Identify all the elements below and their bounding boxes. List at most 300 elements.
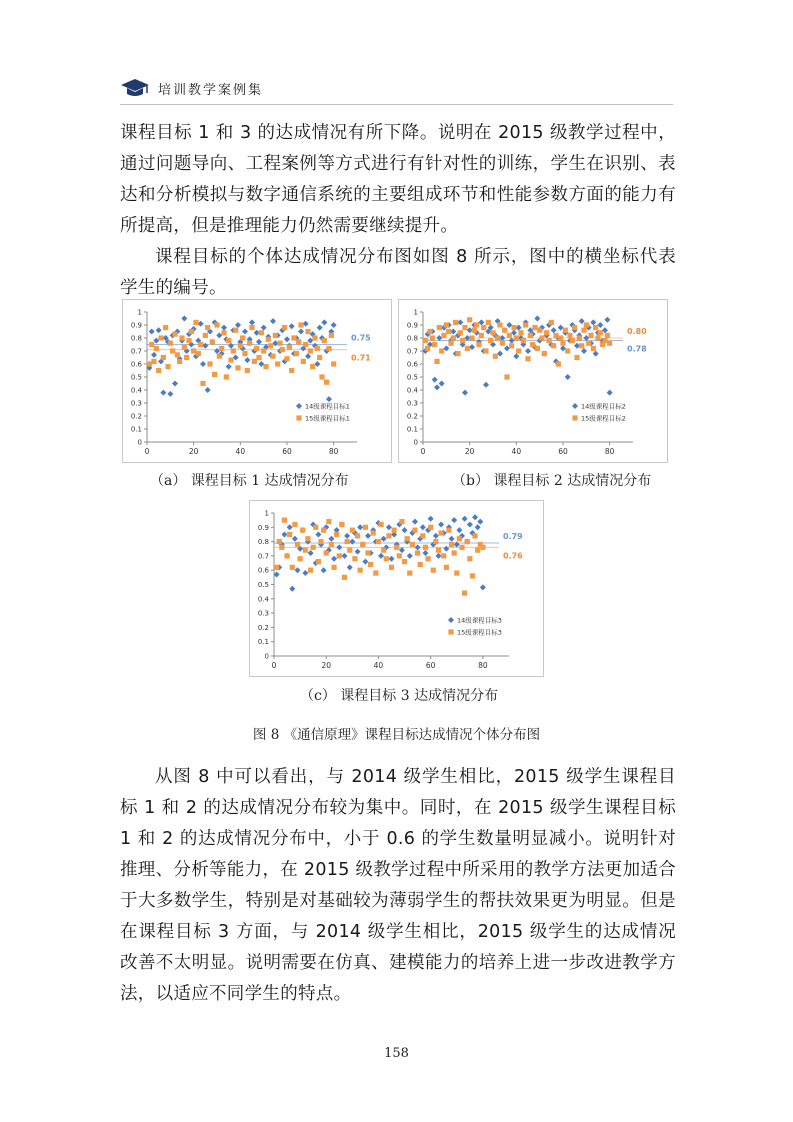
data-point <box>270 318 276 324</box>
data-point <box>360 542 365 547</box>
data-point <box>302 570 308 576</box>
y-tick-label: 0.8 <box>406 334 418 343</box>
data-point <box>604 317 610 323</box>
data-point <box>432 342 437 347</box>
data-point <box>344 533 350 539</box>
y-tick-label: 0.9 <box>257 523 269 532</box>
data-point <box>284 336 290 342</box>
y-tick-label: 0.1 <box>406 425 418 434</box>
data-point <box>407 553 413 559</box>
average-label: 0.75 <box>351 333 371 343</box>
data-point <box>433 533 439 539</box>
data-point <box>449 536 455 542</box>
data-point <box>590 319 596 325</box>
chart-svg <box>123 300 391 462</box>
y-tick-label: 0.6 <box>130 360 142 369</box>
series-2014 <box>146 316 336 403</box>
data-point <box>384 556 389 561</box>
average-label: 0.80 <box>627 327 647 336</box>
data-point <box>433 539 438 544</box>
data-point <box>513 353 519 359</box>
data-point <box>451 335 456 340</box>
data-point <box>392 528 397 533</box>
data-point <box>337 553 342 558</box>
data-point <box>331 556 337 562</box>
y-tick-label: 0 <box>264 652 269 661</box>
data-point <box>365 533 371 539</box>
data-point <box>459 545 464 550</box>
data-point <box>231 348 236 353</box>
data-point <box>574 355 579 360</box>
data-point <box>221 330 226 335</box>
data-point <box>546 338 551 343</box>
legend-marker <box>296 415 301 420</box>
data-point <box>467 521 473 527</box>
data-point <box>462 390 468 396</box>
data-point <box>274 571 280 577</box>
caption-c: （c） 课程目标 3 达成情况分布 <box>300 688 499 704</box>
data-point <box>363 525 368 530</box>
data-point <box>203 333 208 338</box>
data-point <box>245 368 250 373</box>
data-point <box>329 333 334 338</box>
data-point <box>488 338 493 343</box>
data-point <box>534 316 540 322</box>
data-point <box>342 575 347 580</box>
x-tick-label: 20 <box>321 661 331 670</box>
data-point <box>427 329 432 334</box>
data-point <box>563 328 568 333</box>
data-point <box>312 335 317 340</box>
legend-label: 15级课程目标3 <box>457 628 502 637</box>
data-point <box>373 570 378 575</box>
data-point <box>156 368 161 373</box>
data-point <box>415 550 420 555</box>
legend-label: 14级课程目标2 <box>581 402 626 411</box>
data-point <box>233 328 238 333</box>
data-point <box>289 323 295 329</box>
x-tick-label: 0 <box>144 447 150 456</box>
data-point <box>518 330 523 335</box>
data-point <box>294 351 299 356</box>
chart-goal2 <box>398 299 668 463</box>
data-point <box>158 335 163 340</box>
data-point <box>598 330 603 335</box>
data-point <box>558 335 563 340</box>
data-point <box>405 536 410 541</box>
data-point <box>147 361 152 366</box>
data-point <box>483 348 488 353</box>
data-point <box>428 525 433 530</box>
data-point <box>410 542 415 547</box>
data-point <box>469 335 474 340</box>
legend-marker <box>296 403 302 409</box>
data-point <box>305 536 310 541</box>
data-point <box>317 355 322 360</box>
data-point <box>570 338 575 343</box>
data-point <box>282 518 287 523</box>
data-point <box>607 341 612 346</box>
data-point <box>480 545 485 550</box>
data-point <box>439 381 445 387</box>
data-point <box>586 341 591 346</box>
data-point <box>254 346 259 351</box>
y-tick-label: 0.9 <box>130 321 142 330</box>
data-point <box>457 536 462 541</box>
data-point <box>316 559 321 564</box>
data-point <box>322 338 327 343</box>
chart-svg <box>250 501 543 676</box>
figure-title: 图 8 《通信原理》课程目标达成情况个体分布图 <box>252 727 541 743</box>
data-point <box>572 325 577 330</box>
data-point <box>584 322 589 327</box>
y-tick-label: 0.5 <box>257 581 269 589</box>
data-point <box>452 550 457 555</box>
data-point <box>205 387 211 393</box>
x-tick-label: 20 <box>188 447 199 456</box>
series-2015 <box>147 320 337 386</box>
data-point <box>453 320 458 325</box>
data-point <box>261 325 267 331</box>
data-point <box>607 390 613 396</box>
data-point <box>428 516 434 522</box>
data-point <box>454 541 460 547</box>
data-point <box>475 548 480 553</box>
data-point <box>305 353 311 359</box>
data-point <box>525 348 531 354</box>
y-tick-label: 1 <box>264 509 269 518</box>
data-point <box>326 519 331 524</box>
data-point <box>560 341 565 346</box>
data-point <box>443 546 449 552</box>
data-point <box>462 325 467 330</box>
graduation-cap-icon <box>120 77 150 99</box>
data-point <box>472 514 478 520</box>
data-point <box>565 374 571 380</box>
data-point <box>602 338 607 343</box>
data-point <box>284 356 289 361</box>
legend-label: 15级课程目标1 <box>305 414 350 423</box>
data-point <box>352 556 357 561</box>
data-point <box>378 522 383 527</box>
data-point <box>315 346 320 351</box>
data-point <box>270 354 275 359</box>
data-point <box>163 325 168 330</box>
data-point <box>420 533 425 538</box>
data-point <box>479 333 484 338</box>
data-point <box>228 343 234 349</box>
data-point <box>319 374 324 379</box>
data-point <box>200 361 206 367</box>
data-point <box>444 565 449 570</box>
y-tick-label: 0.6 <box>257 566 269 575</box>
average-label: 0.78 <box>627 344 647 354</box>
paragraph-3: 从图 8 中可以看出，与 2014 级学生相比，2015 级学生课程目标 1 和 2 的达成情况分布较为集中。同时，在 2015 级学生课程目标 1 和 2 的达成情况分布中，小于 0.6 的学生数量明显减小。说明针对推理、分析等能力，在 2015 级教学过程中所采用的教学方法更加适合于大多数学生，特别是对基础较为薄弱学生的帮扶效果更为明显。但是在课程目标 3 方面，与 2014 级学生相比，2015 级学生的达成情况改善不太明显。说明需要在仿真、建模能力的培养上进一步改进教学方法，以适应不同学生的特点。 <box>120 767 676 1004</box>
y-tick-label: 0.7 <box>257 552 269 561</box>
legend-marker <box>448 629 453 634</box>
data-point <box>397 553 402 558</box>
data-point <box>303 342 308 347</box>
data-point <box>437 325 442 330</box>
data-point <box>523 322 528 327</box>
data-point <box>321 319 327 325</box>
data-point <box>378 553 384 559</box>
data-point <box>226 364 232 370</box>
data-point <box>581 328 586 333</box>
data-point <box>224 374 229 379</box>
data-point <box>465 539 470 544</box>
data-point <box>165 364 170 369</box>
data-point <box>318 539 323 544</box>
data-point <box>394 545 399 550</box>
data-point <box>441 333 446 338</box>
data-point <box>436 548 441 553</box>
header-divider <box>120 104 673 105</box>
data-point <box>504 374 509 379</box>
data-point <box>544 330 549 335</box>
data-point <box>347 548 352 553</box>
legend-label: 14级课程目标3 <box>457 616 502 625</box>
data-point <box>565 348 570 353</box>
data-point <box>532 325 537 330</box>
data-point <box>345 539 350 544</box>
data-point <box>214 322 219 327</box>
data-point <box>516 348 521 353</box>
data-point <box>462 590 467 595</box>
legend-marker <box>448 617 454 623</box>
data-point <box>420 524 426 530</box>
data-point <box>425 556 430 561</box>
data-point <box>324 380 329 385</box>
data-point <box>298 322 303 327</box>
y-tick-label: 0.4 <box>257 595 269 604</box>
data-point <box>472 328 477 333</box>
data-point <box>291 335 296 340</box>
data-point <box>376 539 381 544</box>
data-point <box>530 342 535 347</box>
data-point <box>551 343 556 348</box>
data-point <box>200 381 205 386</box>
data-point <box>549 320 554 325</box>
data-point <box>290 565 295 570</box>
data-point <box>490 330 495 335</box>
data-point <box>480 584 486 590</box>
y-tick-label: 0.5 <box>406 373 418 382</box>
data-point <box>249 325 254 330</box>
data-point <box>311 545 316 550</box>
data-point <box>308 550 314 556</box>
data-point <box>438 521 444 527</box>
data-point <box>465 346 470 351</box>
caption-b: （b） 课程目标 2 达成情况分布 <box>452 473 652 489</box>
x-tick-label: 80 <box>328 447 339 456</box>
data-point <box>454 570 459 575</box>
y-tick-label: 0.3 <box>130 399 142 408</box>
data-point <box>259 330 264 335</box>
data-point <box>160 390 166 396</box>
data-point <box>207 361 212 366</box>
data-point <box>528 333 533 338</box>
y-tick-label: 0.4 <box>406 386 418 395</box>
data-point <box>266 337 271 342</box>
y-tick-label: 1 <box>137 308 142 317</box>
data-point <box>355 533 360 538</box>
data-point <box>425 346 430 351</box>
data-point <box>432 377 438 383</box>
data-point <box>328 536 334 542</box>
data-point <box>386 533 391 538</box>
data-point <box>175 352 180 357</box>
data-point <box>514 335 519 340</box>
data-point <box>277 341 282 346</box>
data-point <box>497 322 502 327</box>
data-point <box>446 329 451 334</box>
data-point <box>399 519 404 524</box>
data-point <box>298 329 304 335</box>
data-point <box>521 338 526 343</box>
y-tick-label: 0.1 <box>130 425 142 434</box>
data-point <box>244 357 250 363</box>
data-point <box>509 343 514 348</box>
paragraph-1: 课程目标 1 和 3 的达成情况有所下降。说明在 2015 级教学过程中，通过问题导向、工程案例等方式进行有针对性的训练，学生在识别、表达和分析模拟与数字通信系统的主要组成环节和性能参数方面的能力有所提高，但是推理能力仍然需要继续提升。 <box>120 123 676 236</box>
data-point <box>339 522 344 527</box>
data-point <box>256 355 261 360</box>
x-tick-label: 40 <box>511 447 522 456</box>
data-point <box>221 325 227 331</box>
data-point <box>282 325 287 330</box>
data-point <box>242 329 248 335</box>
data-point <box>448 341 453 346</box>
x-tick-label: 80 <box>604 447 615 456</box>
data-point <box>321 528 326 533</box>
page-number: 158 <box>384 1046 409 1061</box>
data-point <box>149 342 154 347</box>
data-point <box>184 355 189 360</box>
data-point <box>507 333 512 338</box>
data-point <box>235 365 240 370</box>
data-point <box>300 528 305 533</box>
data-point <box>539 335 544 340</box>
data-point <box>502 328 507 333</box>
data-point <box>167 391 173 397</box>
x-tick-label: 40 <box>373 661 384 670</box>
x-tick-label: 60 <box>425 661 436 670</box>
data-point <box>593 351 599 357</box>
data-point <box>181 316 187 322</box>
data-point <box>593 325 598 330</box>
data-point <box>542 351 547 356</box>
data-point <box>284 553 289 558</box>
x-tick-label: 80 <box>478 661 488 670</box>
data-point <box>315 531 321 537</box>
caption-a: （a） 课程目标 1 达成情况分布 <box>150 473 349 489</box>
data-point <box>177 359 182 364</box>
data-point <box>444 322 449 327</box>
data-point <box>500 341 505 346</box>
data-point <box>242 351 247 356</box>
data-point <box>436 553 442 559</box>
data-point <box>228 358 233 363</box>
data-point <box>430 335 435 340</box>
data-point <box>474 322 479 327</box>
data-point <box>577 335 582 340</box>
data-point <box>275 361 280 366</box>
y-tick-label: 0.3 <box>257 609 269 618</box>
data-point <box>567 333 572 338</box>
data-point <box>198 342 203 347</box>
data-point <box>402 559 407 564</box>
data-point <box>238 343 243 348</box>
data-point <box>434 359 439 364</box>
data-point <box>301 359 306 364</box>
data-point <box>274 565 279 570</box>
data-point <box>249 319 255 325</box>
y-tick-label: 0.4 <box>130 386 142 395</box>
x-tick-label: 40 <box>235 447 246 456</box>
legend-marker <box>572 415 577 420</box>
legend-marker <box>572 403 578 409</box>
data-point <box>475 524 481 530</box>
data-point <box>458 330 463 335</box>
data-point <box>226 338 231 343</box>
data-point <box>415 544 421 550</box>
data-point <box>467 556 472 561</box>
data-point <box>268 343 273 348</box>
data-point <box>313 525 318 530</box>
data-point <box>277 539 282 544</box>
data-point <box>591 346 596 351</box>
data-point <box>451 517 457 523</box>
data-point <box>240 335 245 340</box>
data-point <box>331 565 336 570</box>
data-point <box>149 329 155 335</box>
data-point <box>460 338 465 343</box>
data-point <box>252 359 257 364</box>
data-point <box>389 565 394 570</box>
data-point <box>412 528 417 533</box>
data-point <box>355 549 361 555</box>
data-point <box>261 348 266 353</box>
data-point <box>595 335 600 340</box>
data-point <box>289 586 295 592</box>
data-point <box>467 317 472 322</box>
x-tick-label: 0 <box>420 447 426 456</box>
data-point <box>292 536 298 542</box>
y-tick-label: 0.2 <box>257 623 269 632</box>
data-point <box>422 550 428 556</box>
x-tick-label: 60 <box>282 447 292 456</box>
data-point <box>381 548 386 553</box>
data-point <box>151 359 156 364</box>
y-tick-label: 0.8 <box>130 334 142 343</box>
data-point <box>476 342 481 347</box>
data-point <box>289 368 294 373</box>
data-point <box>329 542 334 547</box>
data-point <box>151 352 157 358</box>
data-point <box>196 351 201 356</box>
legend-label: 14级课程目标1 <box>305 402 350 411</box>
data-point <box>336 544 342 550</box>
data-point <box>182 345 187 350</box>
data-point <box>556 361 561 366</box>
data-point <box>449 542 454 547</box>
data-point <box>279 545 284 550</box>
data-point <box>324 550 329 555</box>
data-point <box>495 335 500 340</box>
data-point <box>308 348 313 353</box>
y-tick-label: 0.6 <box>406 360 418 369</box>
data-point <box>357 524 363 530</box>
